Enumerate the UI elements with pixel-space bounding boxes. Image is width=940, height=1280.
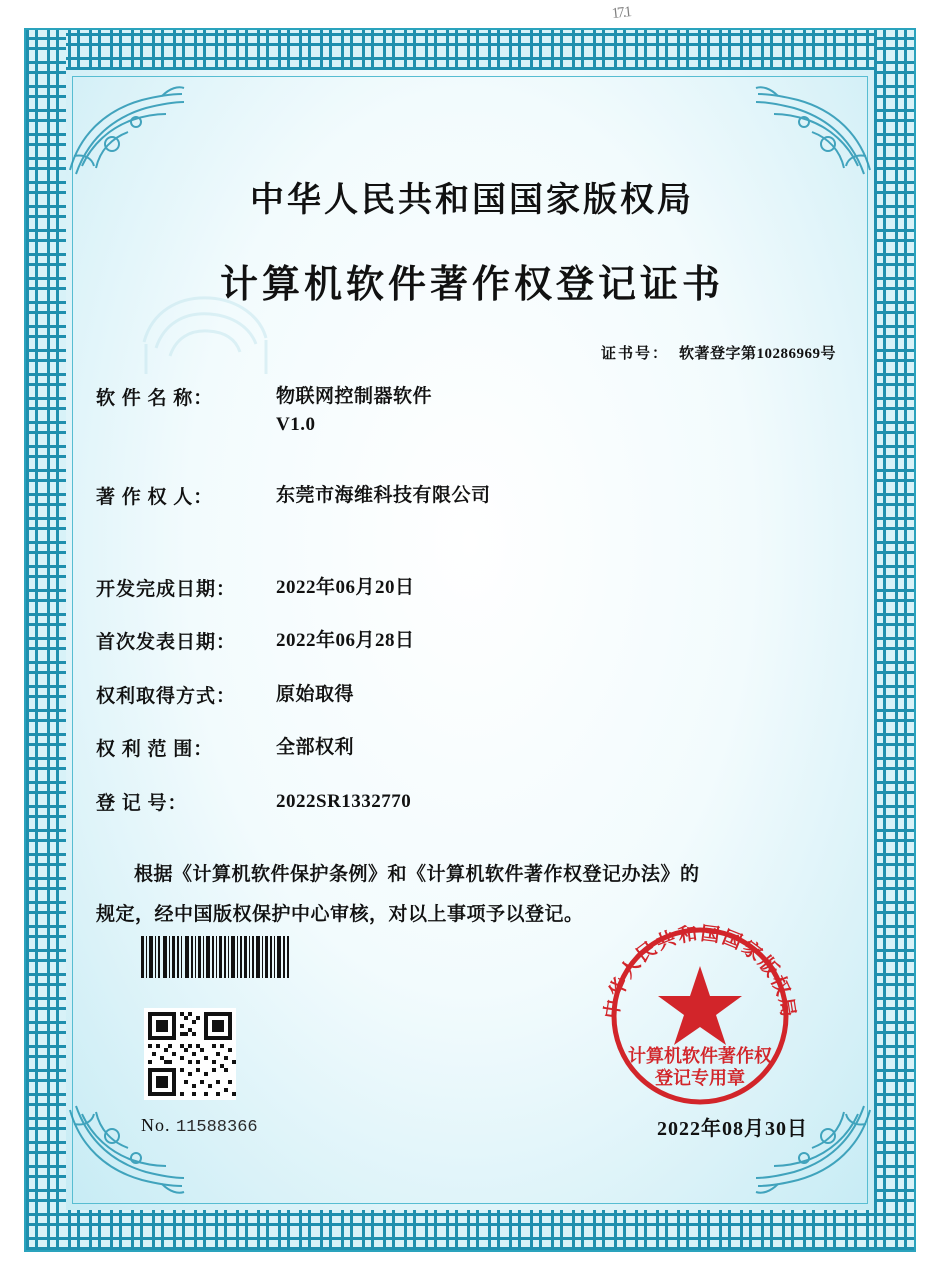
- field-right-acquisition: [96, 681, 848, 709]
- field-registration-number: [96, 788, 848, 816]
- field-label: 登 记 号：: [96, 792, 188, 814]
- field-development-date: [96, 574, 848, 602]
- field-label: 软 件 名 称：: [96, 388, 214, 409]
- svg-text:登记专用章: 登记专用章: [655, 1068, 745, 1088]
- statement-line-2: 规定，经中国版权保护中心审核，对以上事项予以登记。: [96, 904, 584, 926]
- ornamental-border-bottom: [26, 1210, 914, 1250]
- issue-date: 2022年08月30日: [657, 1118, 808, 1140]
- field-value: 原始取得: [276, 683, 355, 705]
- qr-code-icon: [144, 1008, 236, 1100]
- field-value: [276, 383, 848, 438]
- certificate-main-title: 计算机软件著作权登记证书: [219, 264, 724, 306]
- serial-number: [141, 1115, 258, 1137]
- field-value: 2022年06月20日: [276, 576, 415, 598]
- field-label: 首次发表日期：: [96, 632, 237, 654]
- certificate-number-label: 证书号：: [600, 346, 669, 362]
- ornamental-border-top: [26, 30, 914, 70]
- software-name-value: 物联网控制器软件: [276, 386, 433, 407]
- field-label: 权 利 范 围：: [96, 739, 214, 761]
- field-label: 著 作 权 人：: [96, 487, 214, 509]
- field-value: 2022SR1332770: [276, 790, 412, 812]
- field-right-scope: [96, 734, 848, 762]
- field-label: 开发完成日期：: [96, 578, 237, 600]
- barcode-icon: [141, 936, 289, 978]
- certificate-frame: [24, 28, 916, 1252]
- scan-artifact-mark: 17.1: [610, 4, 631, 23]
- field-copyright-owner: [96, 482, 848, 510]
- statement-line-1: [96, 855, 848, 895]
- issuing-organization-title: 中华人民共和国国家版权局: [250, 182, 694, 219]
- field-value: 全部权利: [276, 737, 355, 759]
- field-software-name: [96, 383, 848, 438]
- software-version-value: V1.0: [276, 413, 316, 435]
- statement-text: 根据《计算机软件保护条例》和《计算机软件著作权登记办法》的: [134, 864, 700, 886]
- official-seal-icon: [594, 910, 806, 1122]
- ornamental-border-right: [874, 30, 914, 1250]
- field-label: 权利取得方式：: [96, 685, 237, 707]
- svg-text:计算机软件著作权: 计算机软件著作权: [628, 1046, 772, 1066]
- ornamental-border-left: [26, 30, 66, 1250]
- certificate-number-row: [96, 342, 848, 363]
- spacer: [96, 510, 848, 548]
- serial-value: 11588366: [176, 1118, 258, 1137]
- field-value: 东莞市海维科技有限公司: [276, 485, 491, 507]
- serial-label: No.: [141, 1115, 171, 1135]
- field-value: 2022年06月28日: [276, 630, 415, 652]
- certificate-number-value: 软著登字第10286969号: [678, 346, 836, 362]
- svg-text:中华人民共和国国家版权局: 中华人民共和国国家版权局: [601, 923, 799, 1021]
- field-first-publish-date: [96, 627, 848, 655]
